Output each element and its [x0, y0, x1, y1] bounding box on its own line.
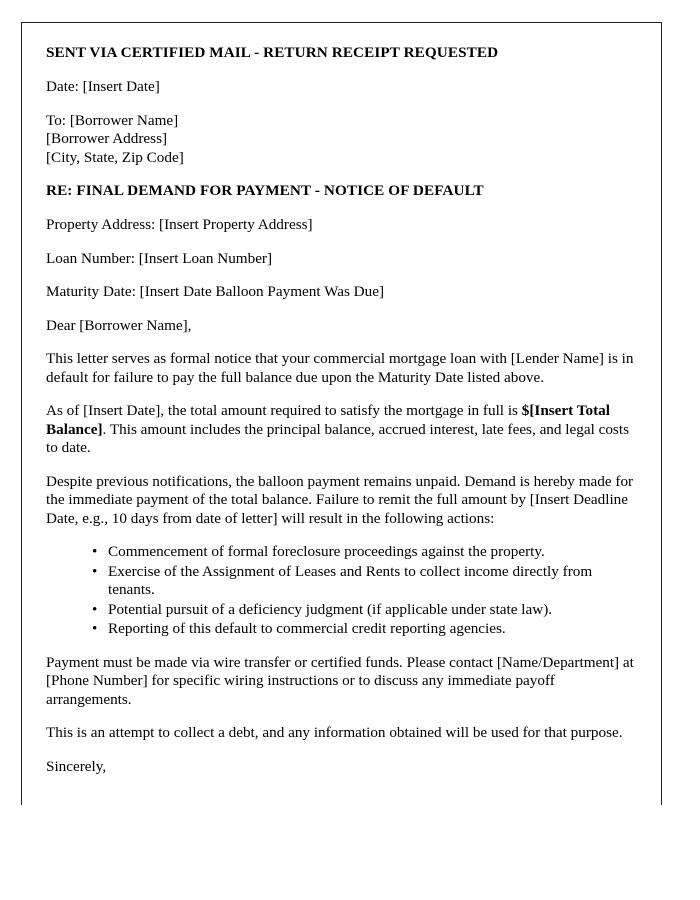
maturity-date-line: Maturity Date: [Insert Date Balloon Payment Was Due] [46, 283, 385, 300]
recipient-name-line: To: [Borrower Name] [46, 111, 179, 129]
list-item: • Exercise of the Assignment of Leases and Rents to collect income directly from tenants. [92, 563, 641, 600]
loan-number-line: Loan Number: [Insert Loan Number] [46, 249, 273, 267]
certified-mail-header: SENT VIA CERTIFIED MAIL - RETURN RECEIPT REQUESTED [46, 44, 499, 61]
recipient-city-state-zip-line: [City, State, Zip Code] [46, 148, 184, 166]
recipient-address-line: [Borrower Address] [46, 130, 168, 147]
paragraph-total-balance [46, 402, 641, 458]
total-balance-amount: $[Insert Total Balance] [46, 402, 610, 438]
recipient-block [46, 112, 641, 168]
document-body [46, 44, 641, 776]
balance-text-suffix: . This amount includes the principal balance, accrued interest, late fees, and legal costs to date. [46, 420, 629, 456]
subject-line: RE: FINAL DEMAND FOR PAYMENT - NOTICE OF DEFAULT [46, 182, 484, 199]
paragraph-debt-collection-notice: This is an attempt to collect a debt, and any information obtained will be used for that purpose. [46, 724, 623, 741]
salutation: Dear [Borrower Name], [46, 316, 192, 334]
property-address-line: Property Address: [Insert Property Address] [46, 216, 313, 233]
balance-text-prefix: As of [Insert Date], the total amount required to satisfy the mortgage in full is [46, 402, 522, 419]
closing-signature-line: Sincerely, [46, 757, 107, 775]
list-item: • Commencement of formal foreclosure proceedings against the property. [92, 543, 641, 562]
document-page-frame [21, 22, 662, 805]
paragraph-payment-instructions: Payment must be made via wire transfer or certified funds. Please contact [Name/Department] at [Phone Number] for specific wiring instructions or to discuss any immediate payoff arrangements. [46, 653, 634, 708]
date-line: Date: [Insert Date] [46, 78, 160, 95]
paragraph-demand: Despite previous notifications, the balloon payment remains unpaid. Demand is hereby made for the immediate payment of the total balance. Failure to remit the full amount by [Insert Deadline Date, e.g., 10 days from date of letter] will result in the following actions: [46, 472, 634, 527]
paragraph-default-notice: This letter serves as formal notice that your commercial mortgage loan with [Lender Name] is in default for failure to pay the full balance due upon the Maturity Date listed above. [46, 350, 634, 386]
actions-list [46, 543, 641, 639]
list-item: • Reporting of this default to commercial credit reporting agencies. [92, 620, 641, 639]
list-item: • Potential pursuit of a deficiency judgment (if applicable under state law). [92, 601, 641, 620]
